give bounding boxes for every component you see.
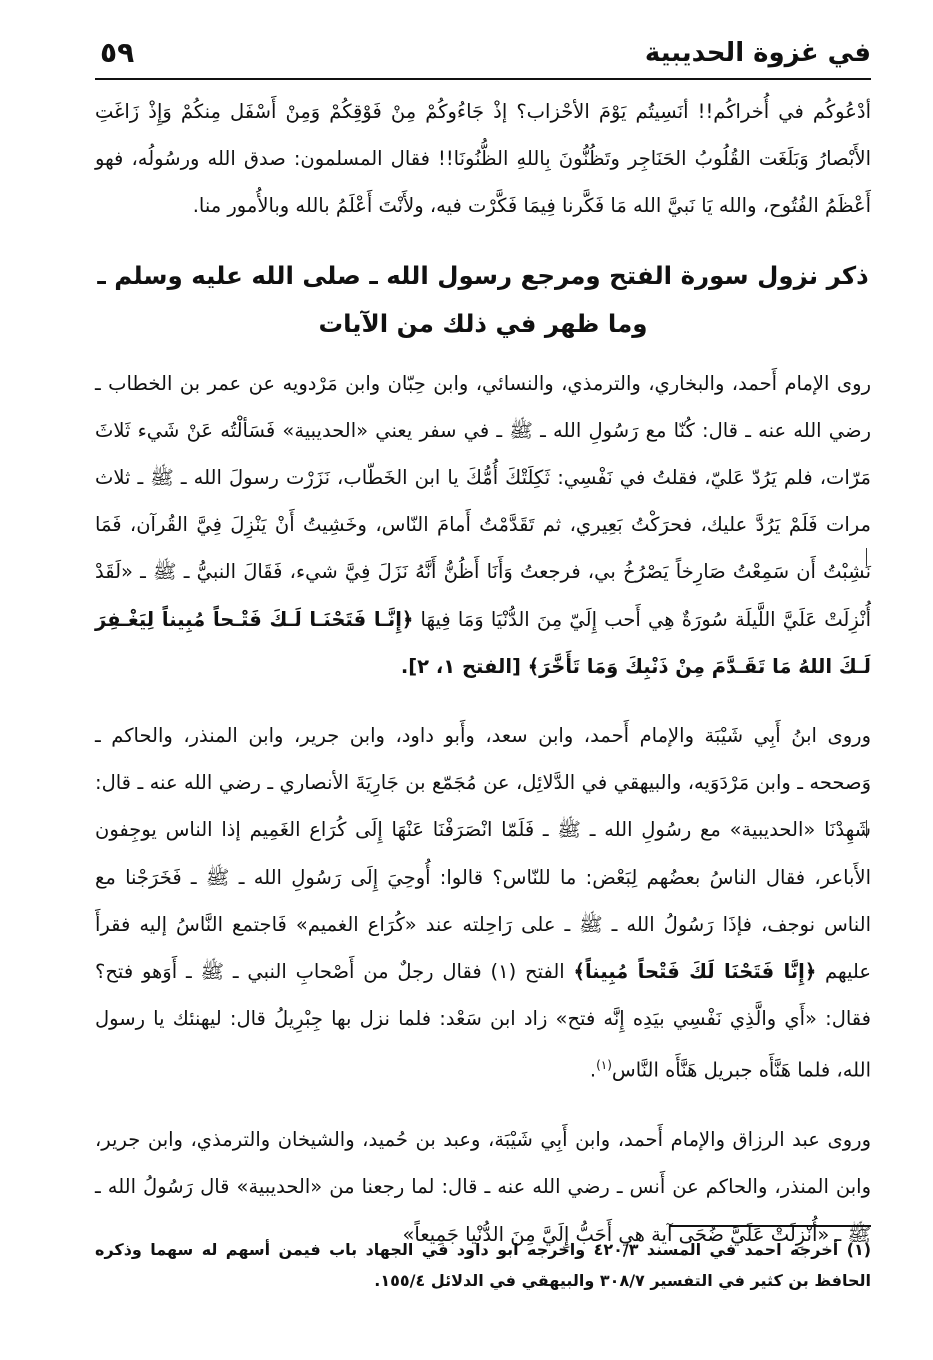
body-text — [95, 88, 871, 1258]
paragraph-2 — [95, 712, 871, 1094]
quran-verse: ﴿إِنَّـا فَتَحْنَـا لَـكَ فَتْـحاً مُبِيناً لِيَغْـفِرَ لَـكَ اللهُ مَا تَقَـدَّمَ مِنْ ذَنْبِكَ وَمَا تَأَخَّرَ﴾ — [95, 607, 871, 678]
paragraph-2-end: . — [589, 1058, 597, 1082]
page-header — [100, 36, 871, 76]
paragraph-3: وروى عبد الرزاق والإمام أَحمد، وابن أَبِي شَيْبَة، وعبد بن حُميد، والشيخان والترمذي، وابن جرير، وابن المنذر، والحاكم عن أَنس ـ رضي الله عنه ـ قال: لما رجعنا من «الحديبية» قال رَسُولُ الله ـ ﷺ ـ «أُنْزِلَتْ عَلَيَّ ضُحَى آية هي أَحَبُّ إِلَيَّ مِنَ الدُّنْيا جَمِيعاً» — [95, 1128, 871, 1246]
section-heading-line-1: ذكر نزول سورة الفتح ومرجع رسول الله ـ صلى الله عليه وسلم ـ — [97, 260, 869, 290]
page-number: ٥٩ — [100, 36, 135, 69]
paragraph-1 — [95, 360, 871, 690]
paragraph-1-text: روى الإمام أَحمد، والبخاري، والترمذي، والنسائي، وابن حِبّان وابن مَرْدويه عن عمر بن الخطاب ـ رضي الله عنه ـ قال: كُنّا مع رَسُولِ الله ـ ﷺ ـ في سفر يعني «الحديبية» فَسَألْتُه عَنْ شَيء ثَلاثَ مَرّات، فلم يَرُدّ عَليّ، فقلتُ في نَفْسِي: ثَكِلَتْكَ أُمُّكَ يا ابن الخَطّاب، نَزَرْت رسولَ الله ـ ﷺ ـ ثلاث مرات فَلَمْ يَرُدَّ عليك، فحرَكْتُ بَعِيري، ثم تَقَدَّمْتُ أَمامَ النّاس، وخَشِيتُ أَنْ يَنْزِلَ فِيَّ القُرآن، فَمَا نَشِبْتُ أَن سَمِعْتُ صَارِخاً يَصْرُخُ بي، فرجعتُ وَأَنَا أَظُنُّ أَنَّهُ نَزَلَ فِيَّ شيء، فَقَالَ النبيُّ ـ ﷺ ـ «لَقَدْ أُنْزِلَتْ عَلَيَّ اللَّيلَة سُورَةٌ هِي أَحب إِلَيّ مِنَ الدُّنْيَا وَمَا فِيهَا — [95, 371, 871, 631]
footnote-reference: (١) — [596, 1058, 612, 1073]
section-heading — [95, 252, 871, 348]
paragraph-2-text: وروى ابنُ أَبِي شَيْبَة والإمام أَحمد، وابن سعد، وأَبو داود، وابن جرير، وابن المنذر، والحاكم ـ وَصححه ـ وابن مَرْدَوَيه، والبيهقي في الدَّلائِل، عن مُجَمّع بن جَارِيَةَ الأنصاري ـ رضي الله عنه ـ قال: شَهِدْنَا «الحديبية» مع رسُولِ الله ـ ﷺ ـ فَلَمّا انْصَرَفْنَا عَنْهَا إِلَى كُرَاع الغَمِيم إذا الناس يوجِفون الأَباعر، فقال الناسُ بعضُهم لِبَعْض: ما للنّاس؟ قالوا: أُوحِيَ إِلَى رَسُولِ الله ـ ﷺ ـ فَخَرَجْنا مع الناس نوجف، فإذَا رَسُولُ الله ـ ﷺ ـ على رَاحِلته عند «كُرَاع الغميم» فَاجتمع النَّاسُ إليه فقرأَ عليهم — [95, 724, 872, 984]
section-heading-line-2: وما ظهر في ذلك من الآيات — [318, 308, 648, 338]
footnote-rule — [669, 1225, 871, 1227]
verse-reference: [الفتح ١، ٢]. — [400, 654, 528, 678]
footnote: (١) أخرجه احمد في المسند ٤٢٠/٣ واخرجه ابو داود في الجهاد باب فيمن أسهم له سهما وذكره الحافظ بن كثير في التفسير ٣٠٨/٧ والبيهقي في الدلائل ١٥٥/٤. — [95, 1240, 872, 1290]
header-rule — [95, 78, 871, 80]
paragraph-2-text-continued: الفتح (١) فقال رجلٌ من أَصْحابِ النبي ـ ﷺ ـ أَوَهو فتح؟ فقال: «أَي والَّذِي نَفْسِي بيَدِه إِنَّه فتح» زاد ابن سَعْد: فلما نزل بها جِبْرِيلُ قال: ليهنئك يا رسول الله، فلما هَنَّأَه جبريل هَنَّأَه النَّاس — [95, 960, 871, 1082]
intro-paragraph: أدْعُوكُم في أُخراكُم!! أنَسِيتُم يَوْمَ الأحْزاب؟ إذْ جَاءُوكُمْ مِنْ فَوْقِكُمْ وَمِنْ أَسْفَل مِنكُمْ وَإِذْ زَاغَتِ الأَبْصارُ وَبَلَغَت القُلُوبُ الحَنَاجِر وتَظُنُّونَ بِاللهِ الظُّنُونَا!! فقال المسلمون: صدق الله ورسُولُه، فهو أَعْظَمُ الفُتُوح، والله يَا نَبيَّ الله مَا فَكَّرنا فِيمَا فَكَّرْت فيه، ولأَنْتَ أَعْلَمُ بالله وبالأُمور منا. — [95, 100, 871, 218]
quran-verse: ﴿إِنَّا فَتَحْنَا لَكَ فَتْحاً مُبِيناً﴾ — [573, 960, 817, 984]
running-title: في غزوة الحديبية — [644, 38, 871, 68]
